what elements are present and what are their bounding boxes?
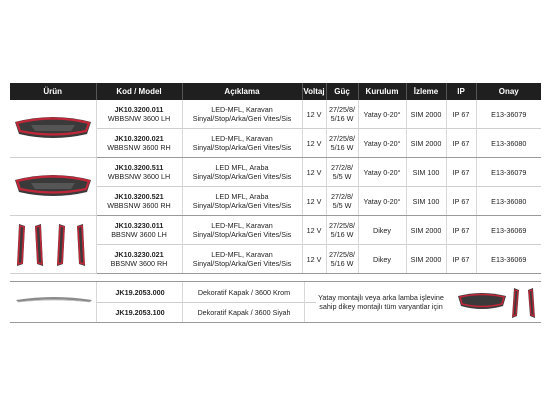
column-divider bbox=[304, 282, 305, 322]
product-code: JK10.3200.021 bbox=[114, 134, 164, 143]
code-cell bbox=[96, 187, 182, 216]
voltage-cell: 12 V bbox=[302, 100, 326, 129]
header-monitoring: İzleme bbox=[406, 83, 446, 100]
power-line-1: 27/2/8/ bbox=[331, 163, 353, 172]
header-description: Açıklama bbox=[182, 83, 302, 100]
note-line-1: Yatay montajlı veya arka lamba işlevine bbox=[318, 293, 444, 302]
vertical-lamp-icon bbox=[11, 218, 95, 272]
mounting-cell: Dikey bbox=[358, 245, 406, 274]
description-line-1: LED-MFL, Karavan bbox=[211, 105, 273, 114]
product-code: JK10.3230.011 bbox=[114, 221, 164, 230]
ip-cell: IP 67 bbox=[446, 100, 476, 129]
voltage-cell: 12 V bbox=[302, 129, 326, 158]
power-cell bbox=[326, 158, 358, 187]
description-cell bbox=[182, 187, 302, 216]
header-approval: Onay bbox=[476, 83, 541, 100]
power-line-2: 5/16 W bbox=[330, 259, 354, 268]
voltage-cell: 12 V bbox=[302, 187, 326, 216]
power-line-2: 5/5 W bbox=[332, 172, 352, 181]
product-model: WBBSNW 3600 LH bbox=[107, 172, 171, 181]
description-line-2: Sinyal/Stop/Arka/Geri Vites/Sis bbox=[192, 230, 292, 239]
monitoring-cell: SIM 2000 bbox=[406, 245, 446, 274]
product-model: BBSNW 3600 RH bbox=[110, 259, 168, 268]
product-model: BBSNW 3600 LH bbox=[111, 230, 167, 239]
horizontal-lamp-icon bbox=[11, 102, 95, 156]
ip-cell: IP 67 bbox=[446, 245, 476, 274]
accessory-description: Dekoratif Kapak / 3600 Siyah bbox=[197, 308, 291, 317]
header-power: Güç bbox=[326, 83, 358, 100]
description-cell bbox=[182, 158, 302, 187]
description-line-1: LED-MFL, Karavan bbox=[211, 134, 273, 143]
accessory-code: JK19.2053.000 bbox=[115, 288, 165, 297]
decorative-cover-icon bbox=[14, 294, 94, 310]
ip-cell: IP 67 bbox=[446, 187, 476, 216]
table-row bbox=[10, 216, 541, 245]
row-divider bbox=[96, 302, 316, 303]
mounting-cell: Yatay 0-20° bbox=[358, 100, 406, 129]
approval-cell: E13-36080 bbox=[476, 129, 541, 158]
voltage-cell: 12 V bbox=[302, 216, 326, 245]
code-cell bbox=[96, 100, 182, 129]
description-line-2: Sinyal/Stop/Arka/Geri Vites/Sis bbox=[192, 259, 292, 268]
approval-cell: E13-36069 bbox=[476, 245, 541, 274]
description-cell bbox=[182, 129, 302, 158]
table-row bbox=[10, 158, 541, 187]
table-row bbox=[10, 100, 541, 129]
approval-cell: E13-36069 bbox=[476, 216, 541, 245]
description-cell bbox=[182, 100, 302, 129]
product-image-horizontal bbox=[10, 100, 96, 158]
table-header-row bbox=[10, 83, 541, 100]
accessory-description: Dekoratif Kapak / 3600 Krom bbox=[197, 288, 291, 297]
monitoring-cell: SIM 100 bbox=[406, 158, 446, 187]
product-code: JK10.3200.521 bbox=[114, 192, 164, 201]
product-code: JK10.3200.011 bbox=[114, 105, 164, 114]
ip-cell: IP 67 bbox=[446, 129, 476, 158]
monitoring-cell: SIM 2000 bbox=[406, 129, 446, 158]
power-line-2: 5/16 W bbox=[330, 143, 354, 152]
power-line-2: 5/16 W bbox=[330, 230, 354, 239]
mounting-cell: Yatay 0-20° bbox=[358, 158, 406, 187]
description-line-2: Sinyal/Stop/Arka/Geri Vites/Sis bbox=[192, 201, 292, 210]
compatible-lamps-icon bbox=[456, 284, 540, 320]
description-line-2: Sinyal/Stop/Arka/Geri Vites/Sis bbox=[192, 143, 292, 152]
ip-cell: IP 67 bbox=[446, 158, 476, 187]
code-cell bbox=[96, 129, 182, 158]
product-code: JK10.3200.511 bbox=[114, 163, 164, 172]
accessories-section bbox=[10, 281, 541, 323]
monitoring-cell: SIM 2000 bbox=[406, 216, 446, 245]
description-line-2: Sinyal/Stop/Arka/Geri Vites/Sis bbox=[192, 172, 292, 181]
monitoring-cell: SIM 100 bbox=[406, 187, 446, 216]
description-line-1: LED MFL, Araba bbox=[215, 192, 269, 201]
mounting-cell: Yatay 0-20° bbox=[358, 187, 406, 216]
voltage-cell: 12 V bbox=[302, 245, 326, 274]
code-cell bbox=[96, 158, 182, 187]
power-line-1: 27/25/8/ bbox=[329, 105, 355, 114]
mounting-cell: Yatay 0-20° bbox=[358, 129, 406, 158]
product-model: WBBSNW 3600 LH bbox=[107, 114, 171, 123]
power-line-1: 27/25/8/ bbox=[329, 134, 355, 143]
approval-cell: E13-36079 bbox=[476, 158, 541, 187]
code-cell bbox=[96, 216, 182, 245]
note-line-2: sahip dikey montajlı tüm varyantlar için bbox=[319, 302, 443, 311]
description-cell bbox=[182, 245, 302, 274]
power-line-1: 27/25/8/ bbox=[329, 221, 355, 230]
approval-cell: E13-36080 bbox=[476, 187, 541, 216]
header-ip: IP bbox=[446, 83, 476, 100]
product-code: JK10.3230.021 bbox=[114, 250, 164, 259]
power-line-2: 5/5 W bbox=[332, 201, 352, 210]
header-code: Kod / Model bbox=[96, 83, 182, 100]
horizontal-lamp-icon bbox=[11, 160, 95, 214]
power-cell bbox=[326, 187, 358, 216]
spec-sheet bbox=[10, 83, 541, 274]
mounting-cell: Dikey bbox=[358, 216, 406, 245]
power-cell bbox=[326, 216, 358, 245]
code-cell bbox=[96, 245, 182, 274]
power-line-2: 5/16 W bbox=[330, 114, 354, 123]
header-product: Ürün bbox=[10, 83, 96, 100]
header-voltage: Voltaj bbox=[302, 83, 326, 100]
product-model: WBBSNW 3600 RH bbox=[107, 143, 171, 152]
description-line-2: Sinyal/Stop/Arka/Geri Vites/Sis bbox=[192, 114, 292, 123]
product-table bbox=[10, 83, 541, 274]
voltage-cell: 12 V bbox=[302, 158, 326, 187]
product-image-horizontal bbox=[10, 158, 96, 216]
product-model: WBBSNW 3600 RH bbox=[107, 201, 171, 210]
description-line-1: LED MFL, Araba bbox=[215, 163, 269, 172]
ip-cell: IP 67 bbox=[446, 216, 476, 245]
description-line-1: LED-MFL, Karavan bbox=[211, 221, 273, 230]
power-cell bbox=[326, 100, 358, 129]
product-image-vertical bbox=[10, 216, 96, 274]
header-mounting: Kurulum bbox=[358, 83, 406, 100]
description-cell bbox=[182, 216, 302, 245]
power-cell bbox=[326, 245, 358, 274]
accessory-note bbox=[308, 293, 454, 311]
power-line-1: 27/2/8/ bbox=[331, 192, 353, 201]
power-line-1: 27/25/8/ bbox=[329, 250, 355, 259]
approval-cell: E13-36079 bbox=[476, 100, 541, 129]
monitoring-cell: SIM 2000 bbox=[406, 100, 446, 129]
power-cell bbox=[326, 129, 358, 158]
accessory-code: JK19.2053.100 bbox=[115, 308, 165, 317]
description-line-1: LED-MFL, Karavan bbox=[211, 250, 273, 259]
